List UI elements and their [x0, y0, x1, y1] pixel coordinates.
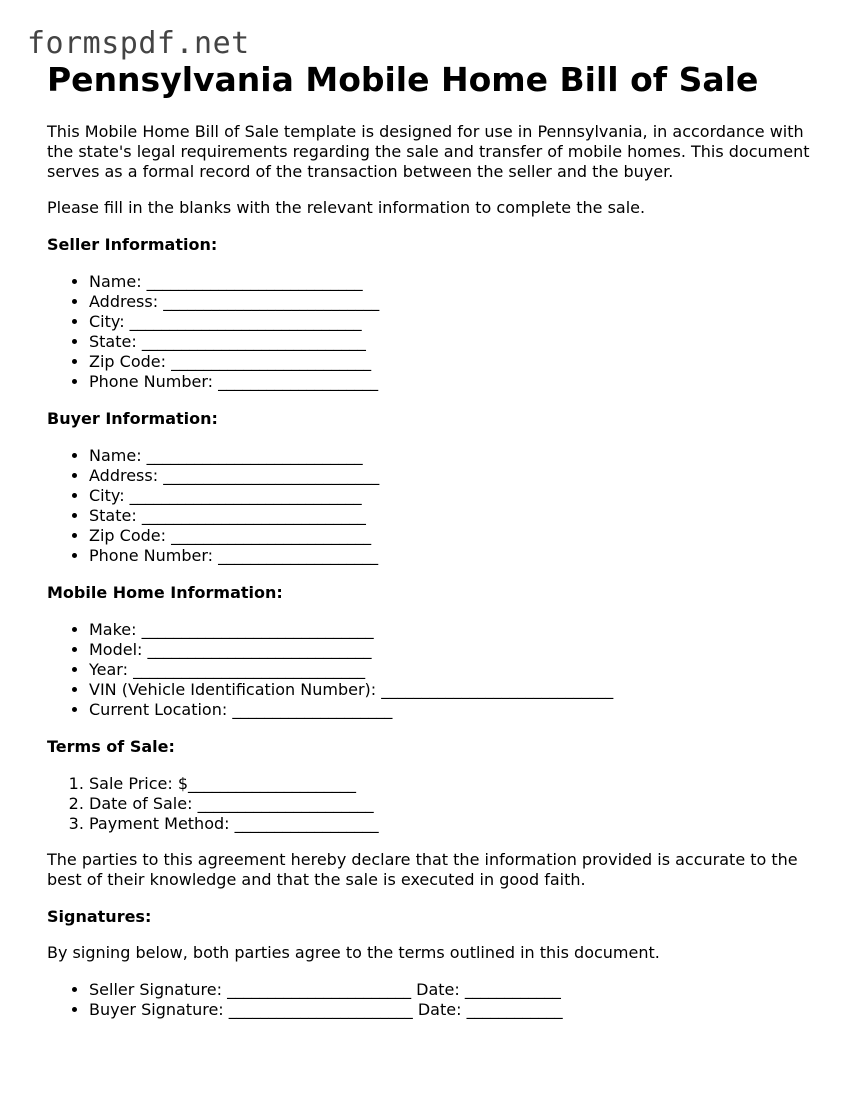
- buyer-address-field[interactable]: • Address: ___________________________: [89, 466, 817, 486]
- seller-name-field[interactable]: • Name: ___________________________: [89, 272, 817, 292]
- instructions-paragraph: Please fill in the blanks with the relevant information to complete the sale.: [47, 198, 646, 217]
- seller-phone-field[interactable]: • Phone Number: ____________________: [89, 372, 817, 392]
- buyer-city-field[interactable]: • City: _____________________________: [89, 486, 817, 506]
- seller-field-list: [47, 272, 817, 392]
- buyer-name-field[interactable]: • Name: ___________________________: [89, 446, 817, 466]
- model-field[interactable]: • Model: ____________________________: [89, 640, 817, 660]
- buyer-section-heading: Buyer Information:: [47, 409, 218, 428]
- year-field[interactable]: • Year: _____________________________: [89, 660, 817, 680]
- watermark: formspdf.net: [27, 26, 250, 61]
- date-of-sale-field[interactable]: 2. Date of Sale: ______________________: [89, 794, 817, 814]
- make-field[interactable]: • Make: _____________________________: [89, 620, 817, 640]
- buyer-phone-field[interactable]: • Phone Number: ____________________: [89, 546, 817, 566]
- seller-signature-field[interactable]: • Seller Signature: _______________________ Date: ____________: [89, 980, 817, 1000]
- seller-address-field[interactable]: • Address: ___________________________: [89, 292, 817, 312]
- seller-city-field[interactable]: • City: _____________________________: [89, 312, 817, 332]
- seller-state-field[interactable]: • State: ____________________________: [89, 332, 817, 352]
- declaration-paragraph: The parties to this agreement hereby declare that the information provided is accurate to the best of their knowledge and that the sale is executed in good faith.: [47, 850, 798, 889]
- payment-method-field[interactable]: 3. Payment Method: __________________: [89, 814, 817, 834]
- intro-paragraph: This Mobile Home Bill of Sale template is designed for use in Pennsylvania, in accordance with the state's legal requirements regarding the sale and transfer of mobile homes. This document serves as a formal record of the transaction between the seller and the buyer.: [47, 122, 810, 181]
- seller-section-heading: Seller Information:: [47, 235, 218, 254]
- vin-field[interactable]: • VIN (Vehicle Identification Number): _____________________________: [89, 680, 817, 700]
- buyer-field-list: [47, 446, 817, 566]
- document-body: [47, 58, 817, 1020]
- mobile-home-field-list: [47, 620, 817, 720]
- buyer-signature-field[interactable]: • Buyer Signature: _______________________ Date: ____________: [89, 1000, 817, 1020]
- mobile-home-section-heading: Mobile Home Information:: [47, 583, 283, 602]
- buyer-zip-field[interactable]: • Zip Code: _________________________: [89, 526, 817, 546]
- signatures-section-heading: Signatures:: [47, 907, 152, 926]
- signatures-statement: By signing below, both parties agree to the terms outlined in this document.: [47, 943, 660, 962]
- terms-section-heading: Terms of Sale:: [47, 737, 175, 756]
- page-title: Pennsylvania Mobile Home Bill of Sale: [47, 60, 759, 99]
- signature-field-list: [47, 980, 817, 1020]
- terms-field-list: [47, 774, 817, 834]
- seller-zip-field[interactable]: • Zip Code: _________________________: [89, 352, 817, 372]
- buyer-state-field[interactable]: • State: ____________________________: [89, 506, 817, 526]
- sale-price-field[interactable]: 1. Sale Price: $_____________________: [89, 774, 817, 794]
- current-location-field[interactable]: • Current Location: ____________________: [89, 700, 817, 720]
